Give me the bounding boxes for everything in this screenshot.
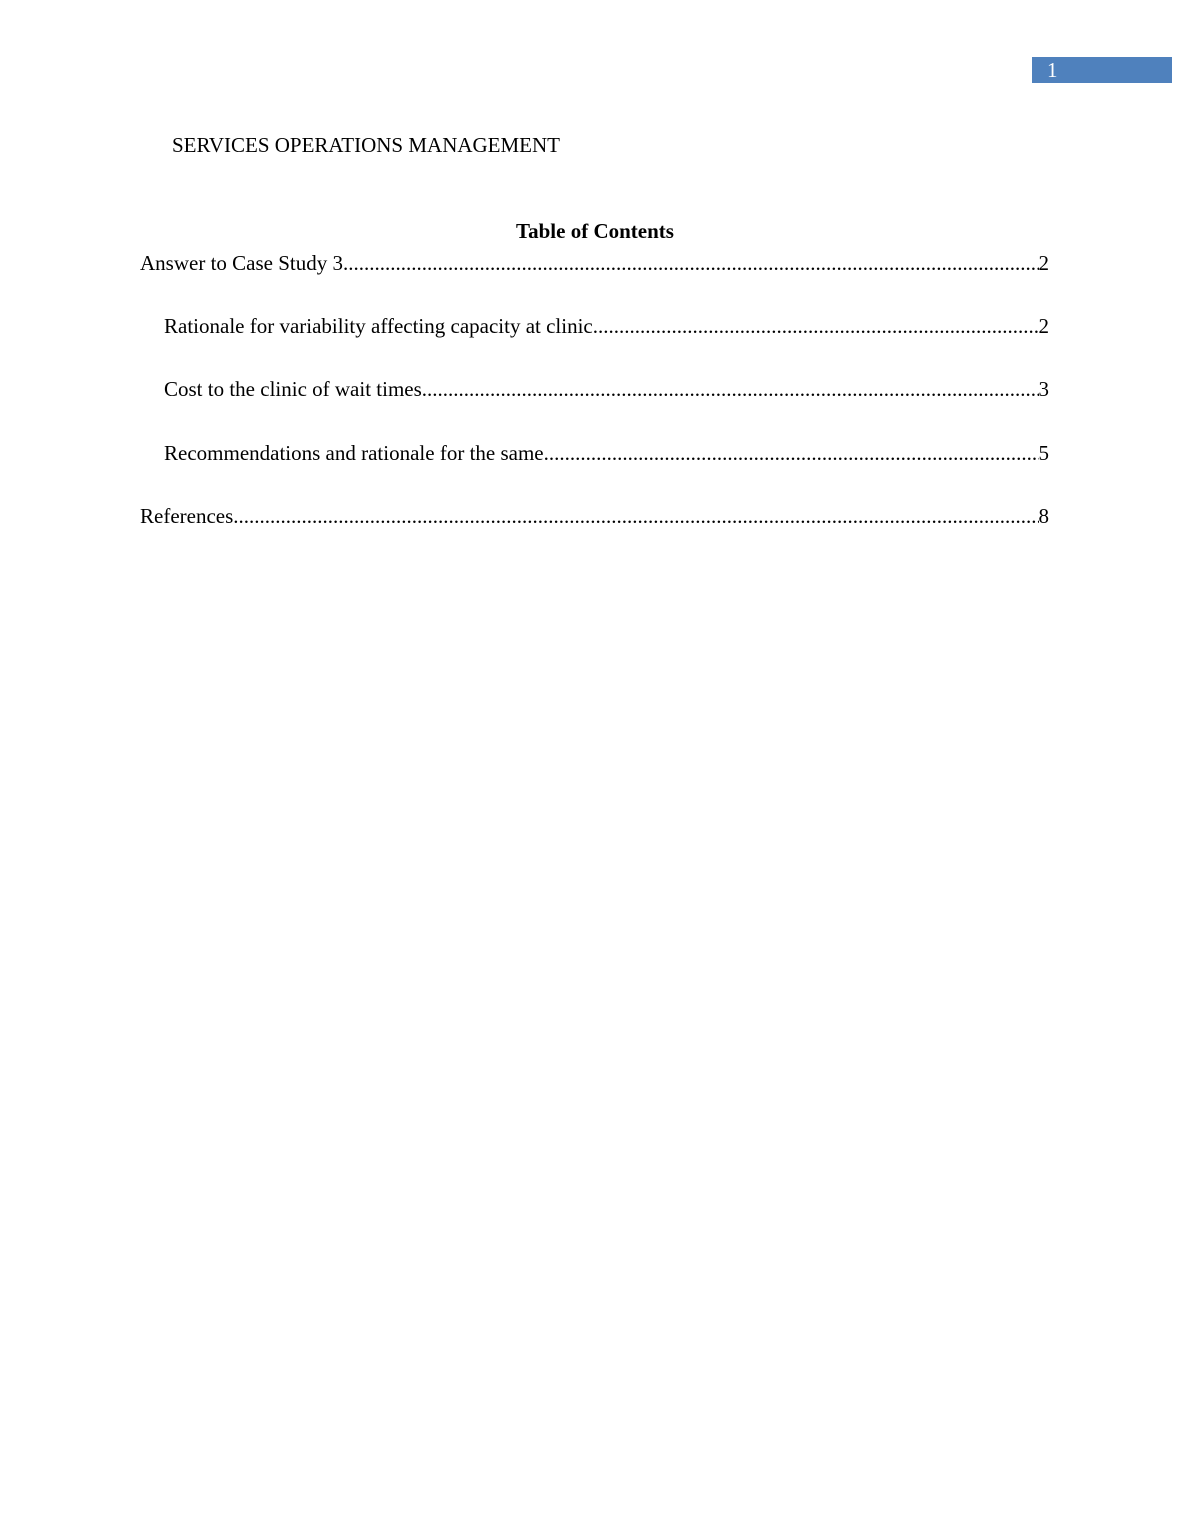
toc-entry-recommendations[interactable] — [164, 439, 1049, 467]
toc-entry-page: 8 — [1038, 504, 1049, 528]
toc-dot-leader — [422, 375, 1039, 403]
toc-dot-leader — [593, 312, 1039, 340]
toc-dot-leader — [544, 439, 1039, 467]
toc-entry-references[interactable] — [140, 502, 1049, 530]
toc-dot-leader — [233, 502, 1038, 530]
toc-entry-page: 3 — [1038, 377, 1049, 401]
toc-dot-leader — [343, 249, 1039, 277]
toc-entry-answer-case-study[interactable] — [140, 249, 1049, 277]
toc-heading: Table of Contents — [516, 219, 674, 243]
page-number-box — [1032, 57, 1172, 83]
toc-entry-page: 2 — [1038, 251, 1049, 275]
toc-entry-page: 5 — [1038, 441, 1049, 465]
toc-entry-page: 2 — [1038, 314, 1049, 338]
toc-entry-rationale-variability[interactable] — [164, 312, 1049, 340]
toc-entry-title: Rationale for variability affecting capacity at clinic — [164, 314, 593, 338]
toc-entry-title: Recommendations and rationale for the same — [164, 441, 544, 465]
toc-entry-title: Cost to the clinic of wait times — [164, 377, 422, 401]
toc-entry-cost-wait-times[interactable] — [164, 375, 1049, 403]
toc-entry-title: References — [140, 504, 234, 528]
running-head: SERVICES OPERATIONS MANAGEMENT — [172, 133, 561, 157]
page-number: 1 — [1047, 58, 1058, 82]
toc-entry-title: Answer to Case Study 3 — [140, 251, 343, 275]
